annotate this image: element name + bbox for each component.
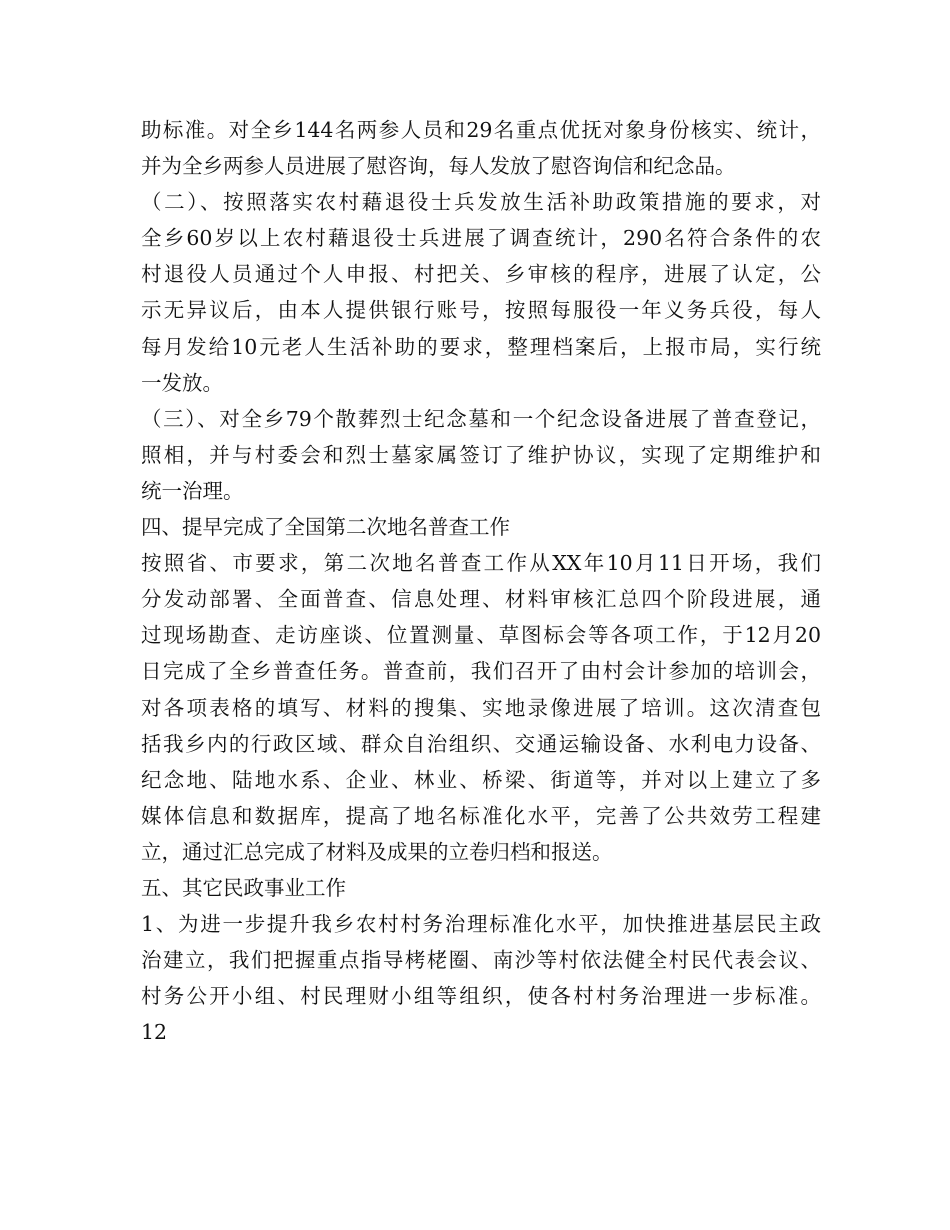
text-line: （三）、对全乡79个散葬烈士纪念墓和一个纪念设备进展了普查登记，: [141, 406, 821, 431]
document-body: [141, 112, 821, 1050]
text-line: 每月发给10元老人生活补助的要求，整理档案后，上报市局，实行统: [141, 334, 821, 359]
text-line: 照相，并与村委会和烈士墓家属签订了维护协议，实现了定期维护和: [141, 442, 821, 467]
text-line: 分发动部署、全面普查、信息处理、材料审核汇总四个阶段进展，通: [141, 587, 821, 612]
text-line: 村务公开小组、村民理财小组等组织，使各村村务治理进一步标准。: [141, 984, 821, 1009]
text-line: （二）、按照落实农村藉退役士兵发放生活补助政策措施的要求，对: [141, 190, 821, 215]
text-line: 全乡60岁以上农村藉退役士兵进展了调查统计，290名符合条件的农: [141, 226, 821, 251]
text-line: 按照省、市要求，第二次地名普查工作从XX年10月11日开场，我们: [141, 551, 821, 576]
text-line: 五、其它民政事业工作: [141, 875, 346, 900]
text-lines: [141, 112, 821, 1050]
text-line: 示无异议后，由本人提供银行账号，按照每服役一年义务兵役，每人: [141, 298, 821, 323]
text-line: 一发放。: [141, 370, 223, 395]
text-line: 统一治理。: [141, 478, 244, 503]
text-line: 12: [141, 1020, 168, 1045]
text-line: 纪念地、陆地水系、企业、林业、桥梁、街道等，并对以上建立了多: [141, 767, 821, 792]
text-line: 立，通过汇总完成了材料及成果的立卷归档和报送。: [141, 839, 613, 864]
text-line: 村退役人员通过个人申报、村把关、乡审核的程序，进展了认定，公: [141, 262, 821, 287]
text-line: 媒体信息和数据库，提高了地名标准化水平，完善了公共效劳工程建: [141, 803, 821, 828]
text-line: 过现场勘查、走访座谈、位置测量、草图标会等各项工作，于12月20: [141, 623, 821, 648]
text-line: 对各项表格的填写、材料的搜集、实地录像进展了培训。这次清查包: [141, 695, 821, 720]
text-line: 1、为进一步提升我乡农村村务治理标准化水平，加快推进基层民主政: [141, 912, 821, 937]
text-line: 治建立，我们把握重点指导栲栳圈、南沙等村依法健全村民代表会议、: [141, 948, 821, 973]
text-line: 括我乡内的行政区域、群众自治组织、交通运输设备、水利电力设备、: [141, 731, 821, 756]
text-line: 助标准。对全乡144名两参人员和29名重点优抚对象身份核实、统计，: [141, 118, 821, 142]
text-line: 日完成了全乡普查任务。普查前，我们召开了由村会计参加的培训会，: [141, 659, 821, 684]
text-line: 并为全乡两参人员进展了慰咨询，每人发放了慰咨询信和纪念品。: [141, 154, 736, 179]
text-line: 四、提早完成了全国第二次地名普查工作: [141, 515, 510, 540]
